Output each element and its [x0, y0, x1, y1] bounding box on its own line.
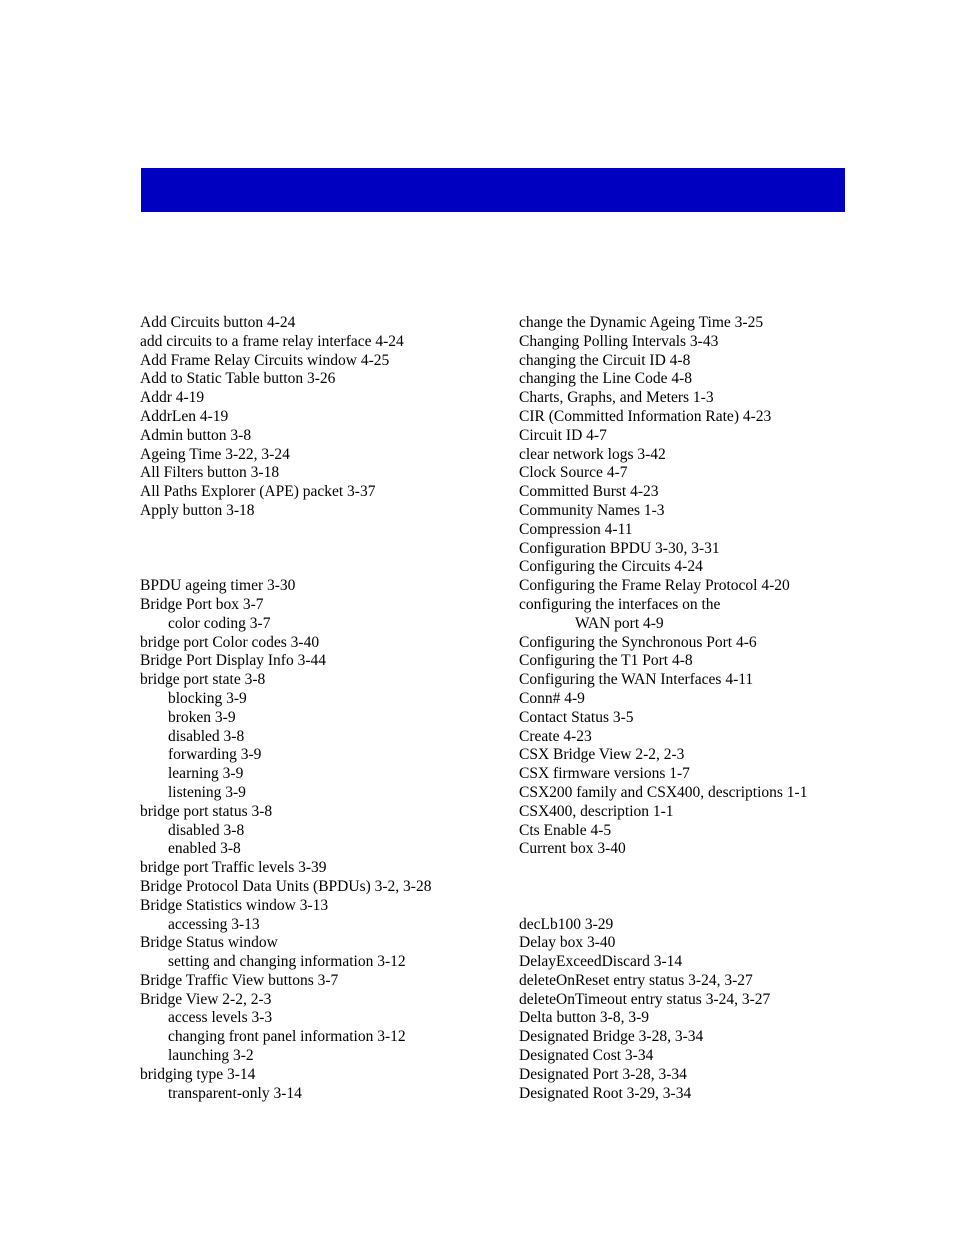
index-subentry: disabled 3-8	[168, 727, 245, 745]
index-entry: Circuit ID 4-7	[519, 426, 607, 444]
index-entry: changing the Line Code 4-8	[519, 370, 693, 388]
index-entry: bridge port Traffic levels 3-39	[140, 859, 327, 877]
index-entry: Bridge Port Display Info 3-44	[140, 652, 326, 670]
index-entry: Committed Burst 4-23	[519, 483, 659, 501]
index-entry: add circuits to a frame relay interface 4-24	[140, 332, 404, 350]
index-entry: Bridge Port box 3-7	[140, 595, 264, 613]
index-entry: bridging type 3-14	[140, 1065, 256, 1083]
index-entry: Configuring the Circuits 4-24	[519, 558, 703, 576]
index-entry: Bridge Statistics window 3-13	[140, 896, 329, 914]
index-entry: Current box 3-40	[519, 840, 626, 858]
index-subentry: access levels 3-3	[168, 1009, 273, 1027]
index-subentry: transparent-only 3-14	[168, 1084, 302, 1102]
index-entry: All Paths Explorer (APE) packet 3-37	[140, 483, 376, 501]
index-entry: decLb100 3-29	[519, 915, 614, 933]
index-entry: Cts Enable 4-5	[519, 821, 612, 839]
index-entry: bridge port Color codes 3-40	[140, 633, 320, 651]
index-entry: Contact Status 3-5	[519, 708, 634, 726]
index-entry: CIR (Committed Information Rate) 4-23	[519, 407, 772, 425]
index-subentry: disabled 3-8	[168, 821, 245, 839]
index-entry: Designated Root 3-29, 3-34	[519, 1084, 692, 1102]
index-entry: Configuring the Synchronous Port 4-6	[519, 633, 757, 651]
index-entry: Designated Bridge 3-28, 3-34	[519, 1028, 704, 1046]
index-entry: DelayExceedDiscard 3-14	[519, 953, 683, 971]
index-entry: Compression 4-11	[519, 520, 633, 538]
index-entry: Bridge Protocol Data Units (BPDUs) 3-2, 3-28	[140, 877, 432, 895]
index-entry: CSX400, description 1-1	[519, 802, 674, 820]
index-subentry: forwarding 3-9	[168, 746, 262, 764]
index-entry: clear network logs 3-42	[519, 445, 666, 463]
index-column-left	[140, 314, 500, 1103]
index-entry: Designated Cost 3-34	[519, 1047, 654, 1065]
index-entry: Bridge Traffic View buttons 3-7	[140, 971, 339, 989]
index-subentry: learning 3-9	[168, 765, 244, 783]
index-entry: Configuring the Frame Relay Protocol 4-20	[519, 577, 790, 595]
index-entry: Conn# 4-9	[519, 689, 585, 707]
index-entry: Add Circuits button 4-24	[140, 314, 296, 331]
index-entry: Addr 4-19	[140, 389, 205, 407]
index-entry: CSX200 family and CSX400, descriptions 1-1	[519, 783, 808, 801]
index-entry: All Filters button 3-18	[140, 464, 280, 482]
index-entry: deleteOnTimeout entry status 3-24, 3-27	[519, 990, 771, 1008]
index-entry: CSX Bridge View 2-2, 2-3	[519, 746, 685, 764]
index-entry: Community Names 1-3	[519, 501, 665, 519]
index-entry: Create 4-23	[519, 727, 592, 745]
index-entry: Add Frame Relay Circuits window 4-25	[140, 351, 390, 369]
index-entry: Bridge View 2-2, 2-3	[140, 990, 272, 1008]
index-subentry: broken 3-9	[168, 708, 236, 726]
index-entry: changing the Circuit ID 4-8	[519, 351, 691, 369]
index-subentry: WAN port 4-9	[575, 614, 664, 632]
chapter-banner	[141, 168, 845, 212]
index-subentry: launching 3-2	[168, 1047, 254, 1065]
index-entry: BPDU ageing timer 3-30	[140, 577, 296, 595]
index-entry: Admin button 3-8	[140, 426, 252, 444]
index-entry: Clock Source 4-7	[519, 464, 628, 482]
index-entry: Ageing Time 3-22, 3-24	[140, 445, 290, 463]
index-subentry: listening 3-9	[168, 783, 246, 801]
index-entry: Delay box 3-40	[519, 934, 616, 952]
section-gap	[519, 859, 849, 915]
index-entry: Add to Static Table button 3-26	[140, 370, 336, 388]
index-entry: Changing Polling Intervals 3-43	[519, 332, 719, 350]
index-entry: change the Dynamic Ageing Time 3-25	[519, 314, 764, 331]
index-subentry: accessing 3-13	[168, 915, 260, 933]
index-entry: bridge port status 3-8	[140, 802, 273, 820]
index-subentry: changing front panel information 3-12	[168, 1028, 406, 1046]
index-subentry: enabled 3-8	[168, 840, 241, 858]
index-subentry: color coding 3-7	[168, 614, 271, 632]
index-entry: Configuration BPDU 3-30, 3-31	[519, 539, 720, 557]
index-entry: bridge port state 3-8	[140, 671, 266, 689]
index-entry: Configuring the WAN Interfaces 4-11	[519, 671, 754, 689]
index-entry: Charts, Graphs, and Meters 1-3	[519, 389, 714, 407]
index-entry: Bridge Status window	[140, 934, 278, 952]
index-entry: Designated Port 3-28, 3-34	[519, 1065, 687, 1083]
index-entry: configuring the interfaces on the	[519, 595, 721, 613]
index-entry: Configuring the T1 Port 4-8	[519, 652, 693, 670]
index-entry: AddrLen 4-19	[140, 407, 229, 425]
index-entry: Apply button 3-18	[140, 501, 255, 519]
index-entry: CSX firmware versions 1-7	[519, 765, 690, 783]
index-entry: Delta button 3-8, 3-9	[519, 1009, 650, 1027]
section-gap	[140, 521, 500, 577]
index-subentry: blocking 3-9	[168, 689, 247, 707]
index-entry: deleteOnReset entry status 3-24, 3-27	[519, 971, 753, 989]
index-column-right	[519, 314, 849, 1103]
index-subentry: setting and changing information 3-12	[168, 953, 406, 971]
